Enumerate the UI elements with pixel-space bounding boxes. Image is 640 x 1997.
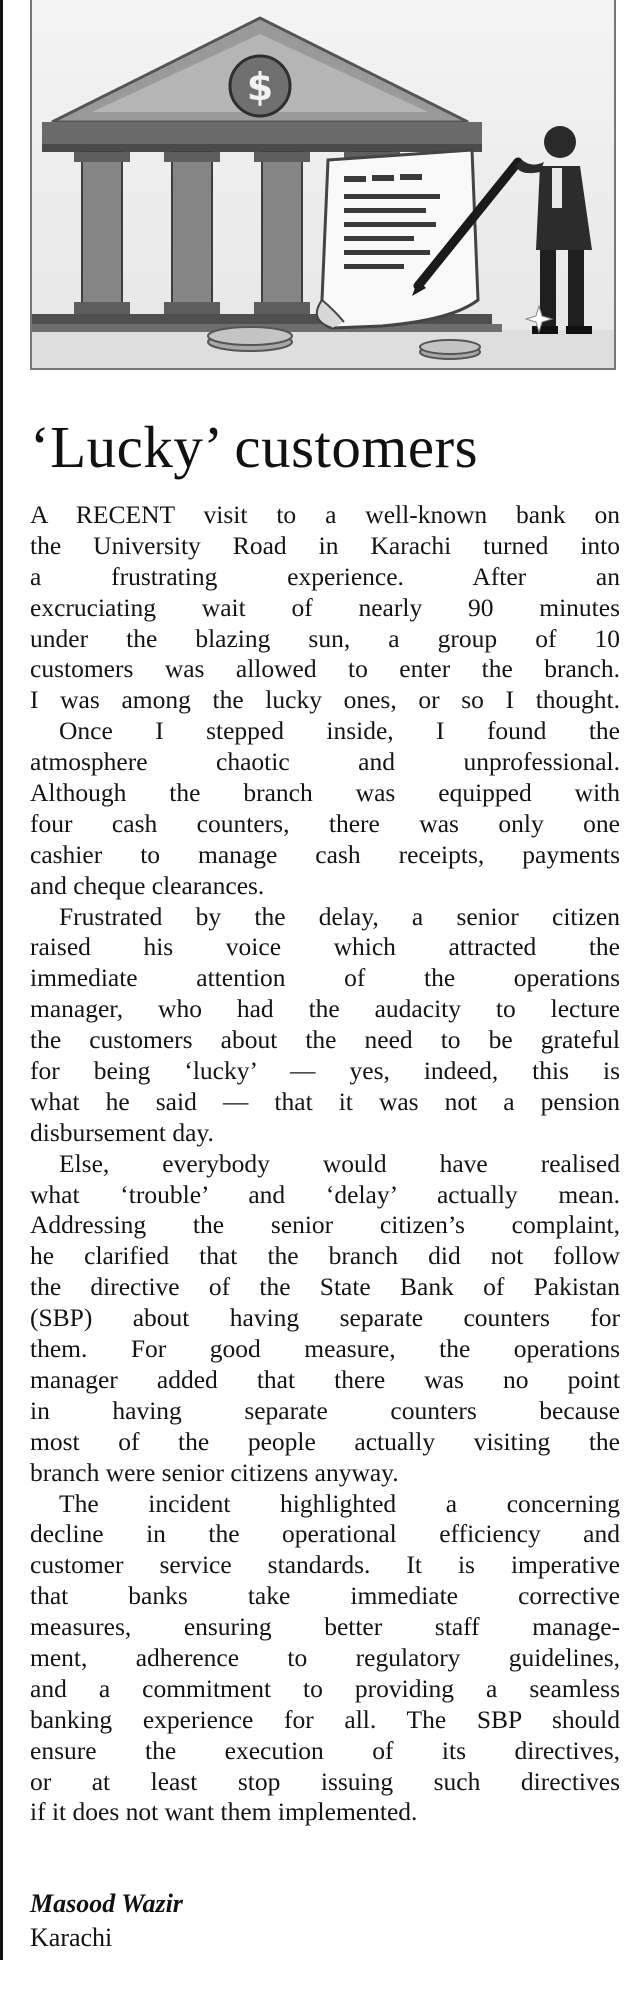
text-line: ment, adherence to regulatory guidelines, [30,1642,620,1672]
text-line: banking experience for all. The SBP should [30,1704,620,1734]
paragraph-1 [30,500,620,716]
text-line: I was among the lucky ones, or so I thought. [30,685,620,715]
text-line: Although the branch was equipped with [30,778,620,808]
left-column-rule [0,0,3,1960]
text-line: Once I stepped inside, I found the [59,716,620,746]
text-line: customer service standards. It is imperative [30,1550,620,1580]
text-line: A RECENT visit to a well-known bank on [30,500,620,529]
author-city: Karachi [30,1923,113,1952]
text-line: or at least stop issuing such directives [30,1766,620,1796]
text-line: disbursement day. [30,1117,214,1147]
text-line: Else, everybody would have realised [59,1148,620,1178]
text-line: four cash counters, there was only one [30,808,620,838]
article-headline: ‘Lucky’ customers [30,414,479,480]
text-line: and a commitment to providing a seamless [30,1673,620,1703]
text-line: branch were senior citizens anyway. [30,1457,399,1487]
text-line: if it does not want them implemented. [30,1797,418,1827]
text-line: Addressing the senior citizen’s complaint, [30,1210,620,1240]
text-line: the directive of the State Bank of Pakistan [30,1272,620,1302]
paragraph-2 [30,716,620,901]
text-line: in having separate counters because [30,1395,620,1425]
text-line: raised his voice which attracted the [30,932,620,962]
text-line: them. For good measure, the operations [30,1334,620,1364]
text-line: most of the people actually visiting the [30,1426,620,1456]
text-line: what ‘trouble’ and ‘delay’ actually mean. [30,1179,620,1209]
text-line: ensure the execution of its directives, [30,1735,620,1765]
text-line: excruciating wait of nearly 90 minutes [30,592,620,622]
text-line: The incident highlighted a concerning [59,1488,620,1518]
text-line: atmosphere chaotic and unprofessional. [30,747,620,777]
text-line: Frustrated by the delay, a senior citizen [59,901,620,931]
text-line: for being ‘lucky’ — yes, indeed, this is [30,1056,620,1086]
letter-signature [30,1887,183,1955]
text-line: immediate attention of the operations [30,963,620,993]
dollar-sign-icon: $ [246,65,274,109]
text-line: a frustrating experience. After an [30,561,620,591]
paragraph-3 [30,902,620,1149]
article-body [30,500,620,1828]
text-line: cashier to manage cash receipts, payments [30,839,620,869]
text-line: the University Road in Karachi turned into [30,530,620,560]
bank-illustration-icon [32,0,616,370]
text-line: customers was allowed to enter the branch. [30,654,620,684]
text-line: decline in the operational efficiency and [30,1519,620,1549]
paragraph-4 [30,1149,620,1489]
text-line: what he said — that it was not a pension [30,1086,620,1116]
text-line: and cheque clearances. [30,870,265,900]
text-line: manager, who had the audacity to lecture [30,994,620,1024]
article-illustration [30,0,616,370]
text-line: that banks take immediate corrective [30,1581,620,1611]
text-line: under the blazing sun, a group of 10 [30,623,620,653]
text-line: measures, ensuring better staff manage- [30,1612,620,1642]
text-line: the customers about the need to be grateful [30,1025,620,1055]
author-name: Masood Wazir [30,1889,183,1918]
paragraph-5 [30,1489,620,1829]
text-line: manager added that there was no point [30,1364,620,1394]
text-line: (SBP) about having separate counters for [30,1303,620,1333]
text-line: he clarified that the branch did not follow [30,1241,620,1271]
